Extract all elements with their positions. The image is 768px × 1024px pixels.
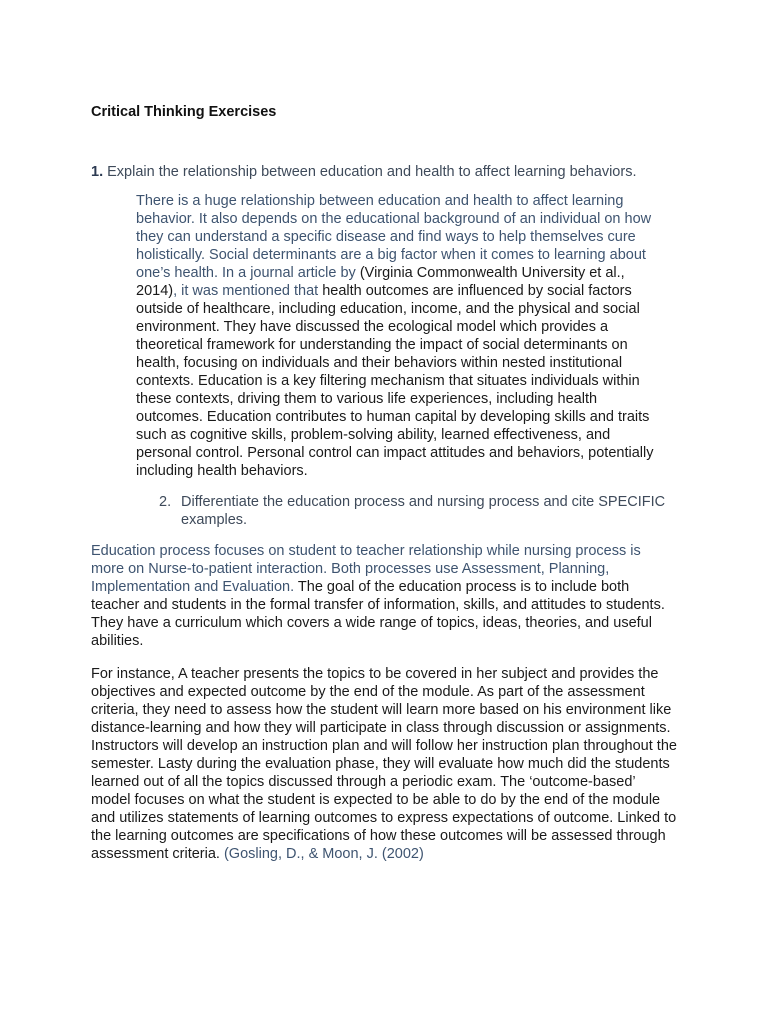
- answer-2-paragraph-2: [91, 665, 677, 863]
- question-1: [91, 163, 751, 181]
- question-2-text: Differentiate the education process and nursing process and cite SPECIFIC examples.: [181, 494, 666, 528]
- page-title: Critical Thinking Exercises: [91, 104, 277, 120]
- answer-1-citation: (Virginia Commonwealth University et al., 2014): [136, 265, 625, 299]
- answer-2-paragraph-1: [91, 542, 677, 650]
- question-1-text: Explain the relationship between education and health to affect learning behaviors.: [107, 164, 637, 180]
- question-1-number: 1.: [91, 164, 104, 180]
- answer-2-p1-part2: The goal of the education process is to include both teacher and students in the formal transfer of information, skills, and attitudes to students. They have a curriculum which covers a wide range of topics, ideas, theories, and useful abilities.: [91, 579, 665, 649]
- question-2: [159, 493, 679, 529]
- answer-1-part2: , it was mentioned that: [173, 283, 319, 299]
- question-2-number: 2.: [159, 494, 172, 510]
- answer-2-p1-part1: Education process focuses on student to teacher relationship while nursing process is more on Nurse-to-patient interaction. Both processes use Assessment, Planning, Implementation and Evaluation.: [91, 543, 641, 595]
- answer-1-part3: health outcomes are influenced by social factors outside of healthcare, including education, income, and the physical and social environment. They have discussed the ecological model which provides a theoretical framework for understanding the impact of social determinants on health, focusing on individuals and their behaviors within nested institutional contexts. Education is a key filtering mechanism that situates individuals within these contexts, driving them to various life experiences, including health outcomes. Education contributes to human capital by developing skills and traits such as cognitive skills, problem-solving ability, learned effectiveness, and personal control. Personal control can impact attitudes and behaviors, potentially including health behaviors.: [136, 283, 654, 479]
- answer-1: [136, 192, 656, 480]
- answer-1-part1: There is a huge relationship between education and health to affect learning behavior. It also depends on the educational background of an individual on how they can understand a specific disease and find ways to help themselves cure holistically. Social determinants are a big factor when it comes to learning about one’s health. In a journal article by: [136, 193, 652, 281]
- answer-2-p2-part1: For instance, A teacher presents the topics to be covered in her subject and provides the objectives and expected outcome by the end of the module. As part of the assessment criteria, they need to assess how the student will learn more based on his environment like distance-learning and how they will participate in class through discussion or assignments. Instructors will develop an instruction plan and will follow her instruction plan throughout the semester. Lasty during the evaluation phase, they will evaluate how much did the students learned out of all the topics discussed through a periodic exam. The ‘outcome-based’ model focuses on what the student is expected to be able to do by the end of the module and utilizes statements of learning outcomes to express expectations of outcome. Linked to the learning outcomes are specifications of how these outcomes will be assessed through assessment criteria.: [91, 666, 677, 862]
- answer-2-p2-citation: (Gosling, D., & Moon, J. (2002): [219, 846, 424, 862]
